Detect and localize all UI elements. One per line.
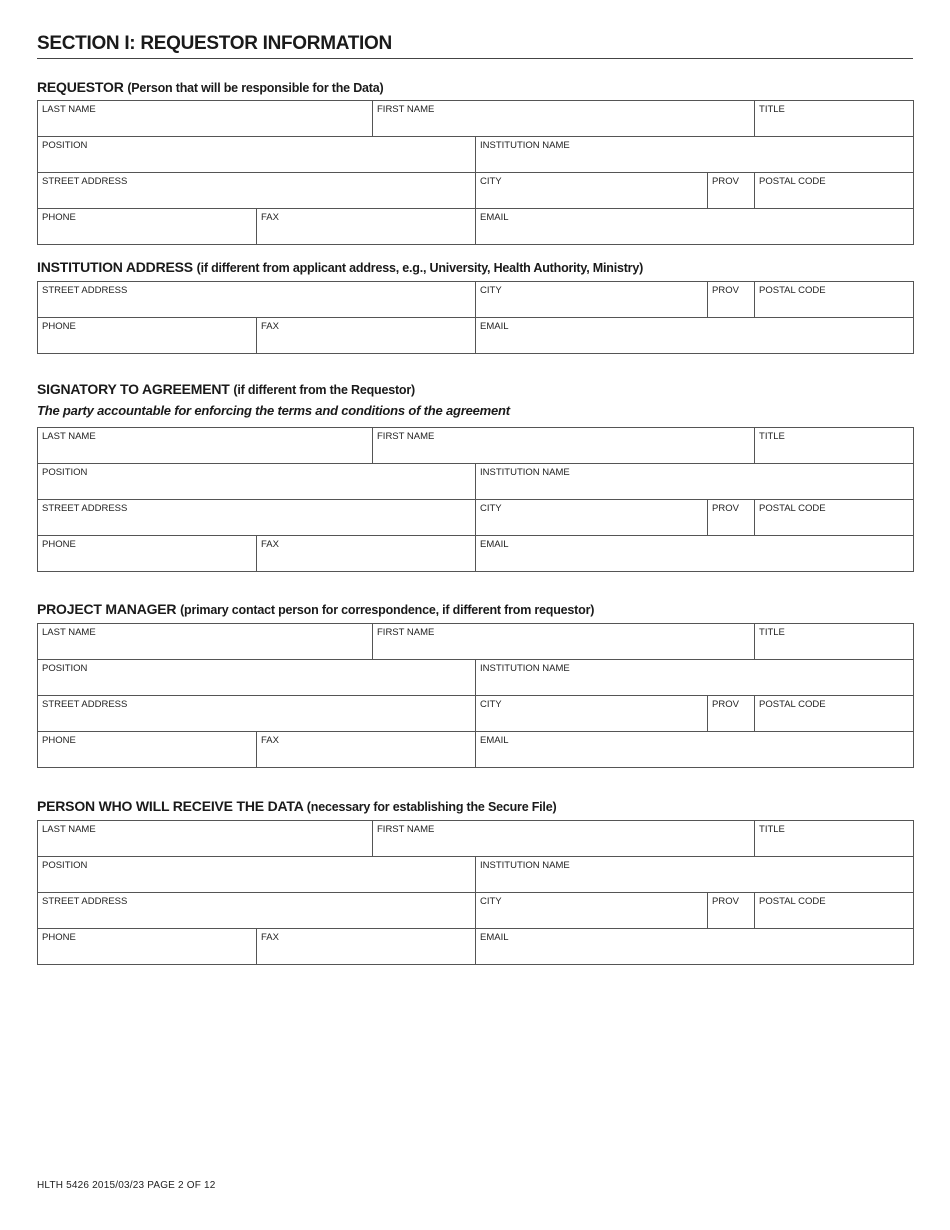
signatory-title-field[interactable]	[755, 428, 914, 464]
recipient-institution-name-field[interactable]	[476, 857, 914, 893]
recipient-street-address-field[interactable]	[38, 893, 476, 929]
first-name-label: FIRST NAME	[377, 627, 435, 638]
street-address-label: STREET ADDRESS	[42, 896, 128, 907]
signatory-postal-code-field[interactable]	[755, 500, 914, 536]
email-label: EMAIL	[480, 321, 509, 332]
data-recipient-heading	[37, 798, 556, 814]
phone-label: PHONE	[42, 735, 76, 746]
postal-code-label: POSTAL CODE	[759, 176, 826, 187]
signatory-last-name-field[interactable]	[38, 428, 373, 464]
street-address-label: STREET ADDRESS	[42, 285, 128, 296]
institution-postal-code-field[interactable]	[755, 282, 914, 318]
requestor-email-field[interactable]	[476, 209, 914, 245]
fax-label: FAX	[261, 212, 279, 223]
signatory-heading-sub: (if different from the Requestor)	[233, 383, 415, 397]
pm-position-field[interactable]	[38, 660, 476, 696]
institution-name-label: INSTITUTION NAME	[480, 140, 570, 151]
pm-postal-code-field[interactable]	[755, 696, 914, 732]
institution-address-heading-sub: (if different from applicant address, e.g., University, Health Authority, Ministry)	[196, 261, 644, 275]
signatory-form	[37, 427, 914, 572]
recipient-position-field[interactable]	[38, 857, 476, 893]
requestor-postal-code-field[interactable]	[755, 173, 914, 209]
recipient-fax-field[interactable]	[257, 929, 476, 965]
phone-label: PHONE	[42, 932, 76, 943]
section-title: SECTION I: REQUESTOR INFORMATION	[37, 33, 392, 54]
institution-city-field[interactable]	[476, 282, 708, 318]
phone-label: PHONE	[42, 212, 76, 223]
requestor-position-field[interactable]	[38, 137, 476, 173]
signatory-subtitle: The party accountable for enforcing the terms and conditions of the agreement	[37, 403, 510, 418]
requestor-street-address-field[interactable]	[38, 173, 476, 209]
postal-code-label: POSTAL CODE	[759, 285, 826, 296]
data-recipient-heading-main: PERSON WHO WILL RECEIVE THE DATA	[37, 798, 304, 814]
fax-label: FAX	[261, 735, 279, 746]
prov-label: PROV	[712, 176, 739, 187]
institution-prov-field[interactable]	[708, 282, 755, 318]
recipient-title-field[interactable]	[755, 821, 914, 857]
phone-label: PHONE	[42, 539, 76, 550]
fax-label: FAX	[261, 321, 279, 332]
phone-label: PHONE	[42, 321, 76, 332]
first-name-label: FIRST NAME	[377, 104, 435, 115]
project-manager-form	[37, 623, 914, 768]
fax-label: FAX	[261, 539, 279, 550]
signatory-first-name-field[interactable]	[373, 428, 755, 464]
institution-phone-field[interactable]	[38, 318, 257, 354]
recipient-email-field[interactable]	[476, 929, 914, 965]
institution-name-label: INSTITUTION NAME	[480, 860, 570, 871]
recipient-postal-code-field[interactable]	[755, 893, 914, 929]
data-recipient-form	[37, 820, 914, 965]
recipient-prov-field[interactable]	[708, 893, 755, 929]
requestor-fax-field[interactable]	[257, 209, 476, 245]
project-manager-heading-main: PROJECT MANAGER	[37, 601, 177, 617]
signatory-institution-name-field[interactable]	[476, 464, 914, 500]
institution-address-form	[37, 281, 914, 354]
city-label: CITY	[480, 285, 502, 296]
recipient-phone-field[interactable]	[38, 929, 257, 965]
institution-address-heading	[37, 259, 643, 275]
pm-first-name-field[interactable]	[373, 624, 755, 660]
title-label: TITLE	[759, 627, 785, 638]
first-name-label: FIRST NAME	[377, 824, 435, 835]
section-divider	[37, 58, 913, 59]
position-label: POSITION	[42, 140, 88, 151]
recipient-last-name-field[interactable]	[38, 821, 373, 857]
prov-label: PROV	[712, 503, 739, 514]
recipient-first-name-field[interactable]	[373, 821, 755, 857]
project-manager-heading-sub: (primary contact person for correspondence, if different from requestor)	[180, 603, 595, 617]
pm-institution-name-field[interactable]	[476, 660, 914, 696]
fax-label: FAX	[261, 932, 279, 943]
signatory-heading	[37, 381, 415, 397]
pm-email-field[interactable]	[476, 732, 914, 768]
email-label: EMAIL	[480, 212, 509, 223]
signatory-position-field[interactable]	[38, 464, 476, 500]
requestor-phone-field[interactable]	[38, 209, 257, 245]
title-label: TITLE	[759, 104, 785, 115]
first-name-label: FIRST NAME	[377, 431, 435, 442]
signatory-prov-field[interactable]	[708, 500, 755, 536]
project-manager-heading	[37, 601, 594, 617]
signatory-fax-field[interactable]	[257, 536, 476, 572]
requestor-heading	[37, 79, 383, 95]
street-address-label: STREET ADDRESS	[42, 176, 128, 187]
signatory-email-field[interactable]	[476, 536, 914, 572]
city-label: CITY	[480, 176, 502, 187]
postal-code-label: POSTAL CODE	[759, 699, 826, 710]
last-name-label: LAST NAME	[42, 431, 96, 442]
pm-phone-field[interactable]	[38, 732, 257, 768]
pm-city-field[interactable]	[476, 696, 708, 732]
postal-code-label: POSTAL CODE	[759, 896, 826, 907]
position-label: POSITION	[42, 467, 88, 478]
institution-name-label: INSTITUTION NAME	[480, 467, 570, 478]
data-recipient-heading-sub: (necessary for establishing the Secure File)	[306, 800, 557, 814]
prov-label: PROV	[712, 699, 739, 710]
requestor-city-field[interactable]	[476, 173, 708, 209]
requestor-heading-sub: (Person that will be responsible for the Data)	[127, 81, 384, 95]
requestor-heading-main: REQUESTOR	[37, 79, 124, 95]
last-name-label: LAST NAME	[42, 824, 96, 835]
pm-last-name-field[interactable]	[38, 624, 373, 660]
pm-title-field[interactable]	[755, 624, 914, 660]
postal-code-label: POSTAL CODE	[759, 503, 826, 514]
city-label: CITY	[480, 503, 502, 514]
requestor-form	[37, 100, 914, 245]
requestor-last-name-field[interactable]	[38, 101, 373, 137]
email-label: EMAIL	[480, 539, 509, 550]
street-address-label: STREET ADDRESS	[42, 699, 128, 710]
signatory-street-address-field[interactable]	[38, 500, 476, 536]
last-name-label: LAST NAME	[42, 627, 96, 638]
pm-prov-field[interactable]	[708, 696, 755, 732]
requestor-title-field[interactable]	[755, 101, 914, 137]
institution-street-address-field[interactable]	[38, 282, 476, 318]
street-address-label: STREET ADDRESS	[42, 503, 128, 514]
title-label: TITLE	[759, 824, 785, 835]
pm-street-address-field[interactable]	[38, 696, 476, 732]
requestor-institution-name-field[interactable]	[476, 137, 914, 173]
title-label: TITLE	[759, 431, 785, 442]
requestor-prov-field[interactable]	[708, 173, 755, 209]
last-name-label: LAST NAME	[42, 104, 96, 115]
position-label: POSITION	[42, 860, 88, 871]
pm-fax-field[interactable]	[257, 732, 476, 768]
page-footer: HLTH 5426 2015/03/23 PAGE 2 OF 12	[37, 1180, 216, 1191]
email-label: EMAIL	[480, 735, 509, 746]
city-label: CITY	[480, 896, 502, 907]
institution-name-label: INSTITUTION NAME	[480, 663, 570, 674]
institution-address-heading-main: INSTITUTION ADDRESS	[37, 259, 193, 275]
requestor-first-name-field[interactable]	[373, 101, 755, 137]
city-label: CITY	[480, 699, 502, 710]
prov-label: PROV	[712, 285, 739, 296]
recipient-city-field[interactable]	[476, 893, 708, 929]
signatory-phone-field[interactable]	[38, 536, 257, 572]
institution-fax-field[interactable]	[257, 318, 476, 354]
email-label: EMAIL	[480, 932, 509, 943]
prov-label: PROV	[712, 896, 739, 907]
signatory-city-field[interactable]	[476, 500, 708, 536]
signatory-heading-main: SIGNATORY TO AGREEMENT	[37, 381, 230, 397]
position-label: POSITION	[42, 663, 88, 674]
institution-email-field[interactable]	[476, 318, 914, 354]
